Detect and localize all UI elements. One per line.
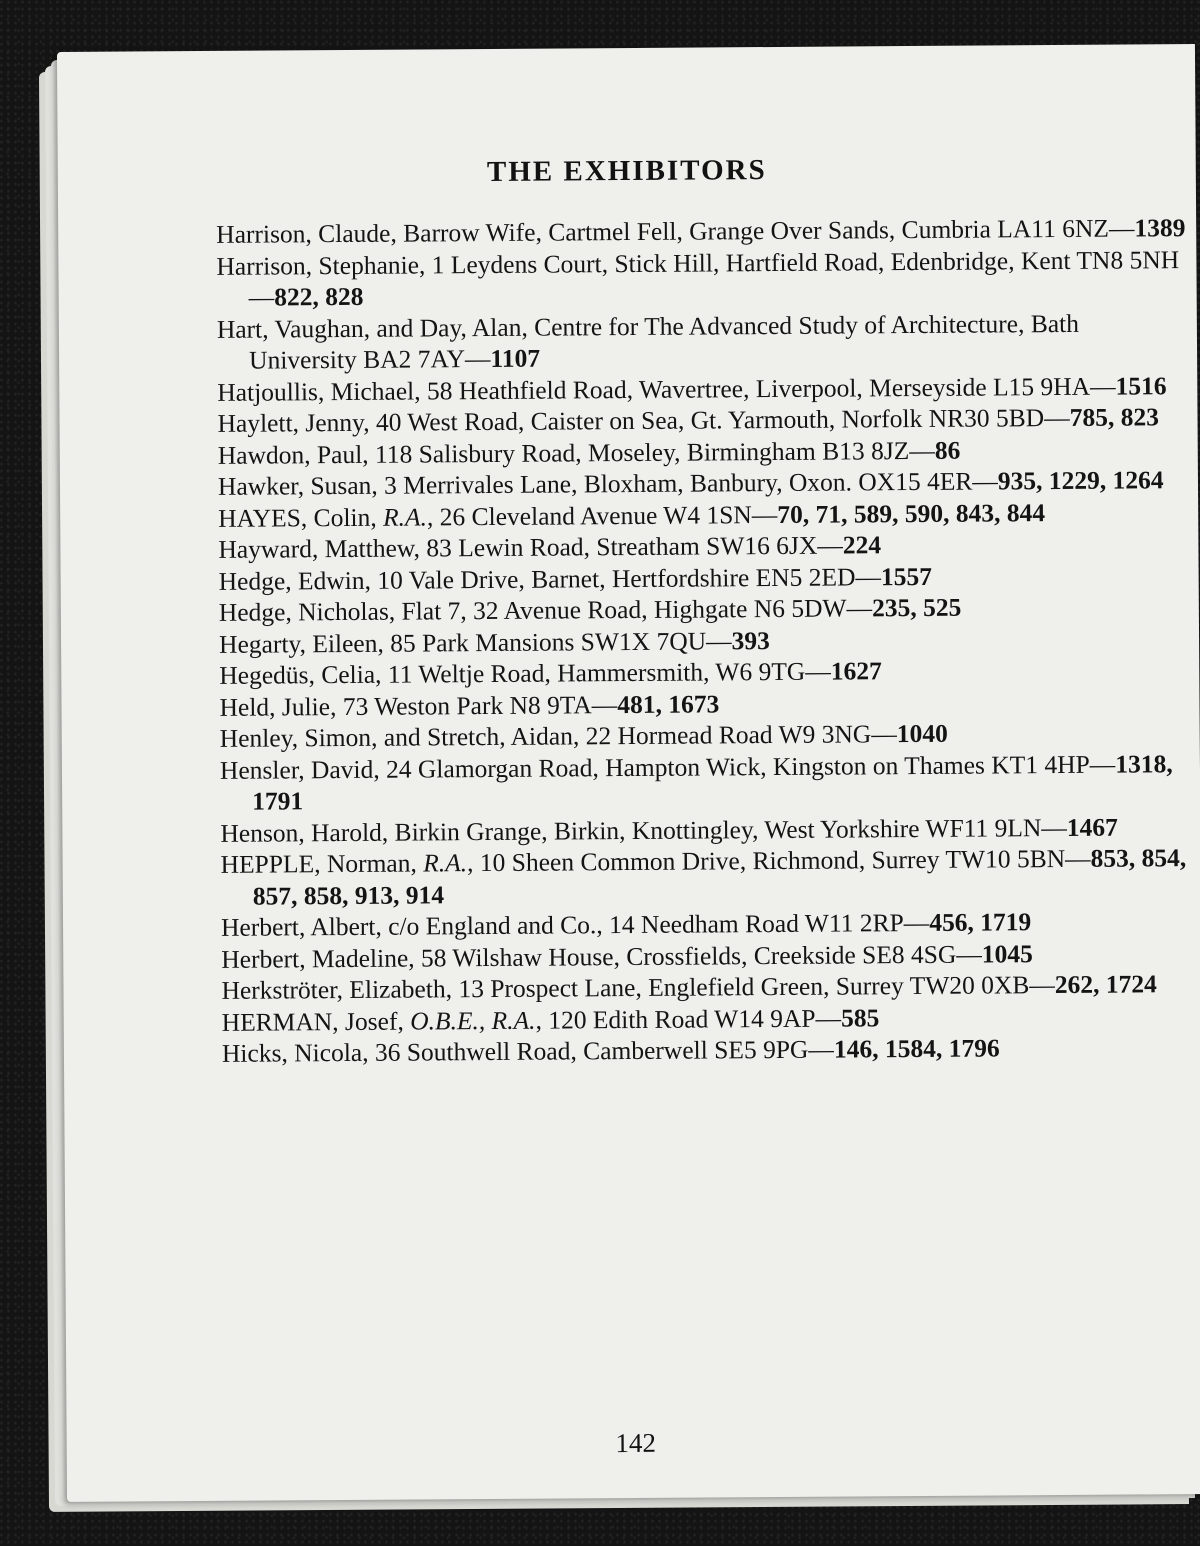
- exhibitor-entry: Haylett, Jenny, 40 West Road, Caister on Sea, Gt. Yarmouth, Norfolk NR30 5BD—785, 823: [217, 402, 1160, 438]
- page-title: THE EXHIBITORS: [486, 154, 767, 189]
- exhibitor-entry: Hicks, Nicola, 36 Southwell Road, Camberwell SE5 9PG—146, 1584, 1796: [221, 1033, 1000, 1068]
- exhibitor-entry: Henley, Simon, and Stretch, Aidan, 22 Hormead Road W9 3NG—1040: [219, 718, 948, 753]
- exhibitor-entry: Herbert, Albert, c/o England and Co., 14 Needham Road W11 2RP—456, 1719: [220, 907, 1032, 942]
- exhibitor-entry: Hawker, Susan, 3 Merrivales Lane, Bloxham, Banbury, Oxon. OX15 4ER—935, 1229, 1264: [217, 465, 1164, 501]
- exhibitor-entry: HAYES, Colin, R.A., 26 Cleveland Avenue W4 1SN—70, 71, 589, 590, 843, 844: [218, 497, 1046, 533]
- book-page: [57, 44, 1200, 1502]
- exhibitor-entry: Hart, Vaughan, and Day, Alan, Centre for The Advanced Study of Architecture, Bath University BA2 7AY—1107: [216, 308, 1080, 375]
- exhibitor-entry: Herbert, Madeline, 58 Wilshaw House, Crossfields, Creekside SE8 4SG—1045: [221, 938, 1033, 974]
- exhibitor-entry: Henson, Harold, Birkin Grange, Birkin, Knottingley, West Yorkshire WF11 9LN—1467: [220, 812, 1118, 848]
- exhibitor-entry: Hegedüs, Celia, 11 Weltje Road, Hammersmith, W6 9TG—1627: [219, 656, 882, 690]
- exhibitor-entry: Herkströter, Elizabeth, 13 Prospect Lane, Englefield Green, Surrey TW20 0XB—262, 1724: [221, 969, 1157, 1005]
- exhibitor-entry: Hatjoullis, Michael, 58 Heathfield Road, Wavertree, Liverpool, Merseyside L15 9HA—1516: [217, 370, 1167, 407]
- exhibitor-entry: Hawdon, Paul, 118 Salisbury Road, Moseley, Birmingham B13 8JZ—86: [217, 435, 961, 470]
- exhibitor-list: [216, 212, 1192, 1069]
- exhibitor-entry: Harrison, Claude, Barrow Wife, Cartmel Fell, Grange Over Sands, Cumbria LA11 6NZ—1389: [216, 213, 1186, 249]
- exhibitor-entry: Harrison, Stephanie, 1 Leydens Court, Stick Hill, Hartfield Road, Edenbridge, Kent TN8 5NH—822, 828: [216, 244, 1180, 312]
- exhibitor-entry: Held, Julie, 73 Weston Park N8 9TA—481, 1673: [219, 688, 720, 722]
- exhibitor-entry: HERMAN, Josef, O.B.E., R.A., 120 Edith Road W14 9AP—585: [221, 1002, 880, 1037]
- exhibitor-entry: HEPPLE, Norman, R.A., 10 Sheen Common Drive, Richmond, Surrey TW10 5BN—853, 854, 857, 858, 913, 914: [220, 843, 1187, 911]
- exhibitor-entry: Hedge, Nicholas, Flat 7, 32 Avenue Road, Highgate N6 5DW—235, 525: [218, 592, 962, 627]
- exhibitor-entry: Hedge, Edwin, 10 Vale Drive, Barnet, Hertfordshire EN5 2ED—1557: [218, 561, 933, 596]
- page-number: 142: [615, 1427, 657, 1459]
- exhibitor-entry: Hegarty, Eileen, 85 Park Mansions SW1X 7QU—393: [218, 625, 770, 659]
- exhibitor-entry: Hayward, Matthew, 83 Lewin Road, Streatham SW16 6JX—224: [218, 530, 882, 564]
- exhibitor-entry: Hensler, David, 24 Glamorgan Road, Hampton Wick, Kingston on Thames KT1 4HP—1318, 1791: [219, 748, 1173, 816]
